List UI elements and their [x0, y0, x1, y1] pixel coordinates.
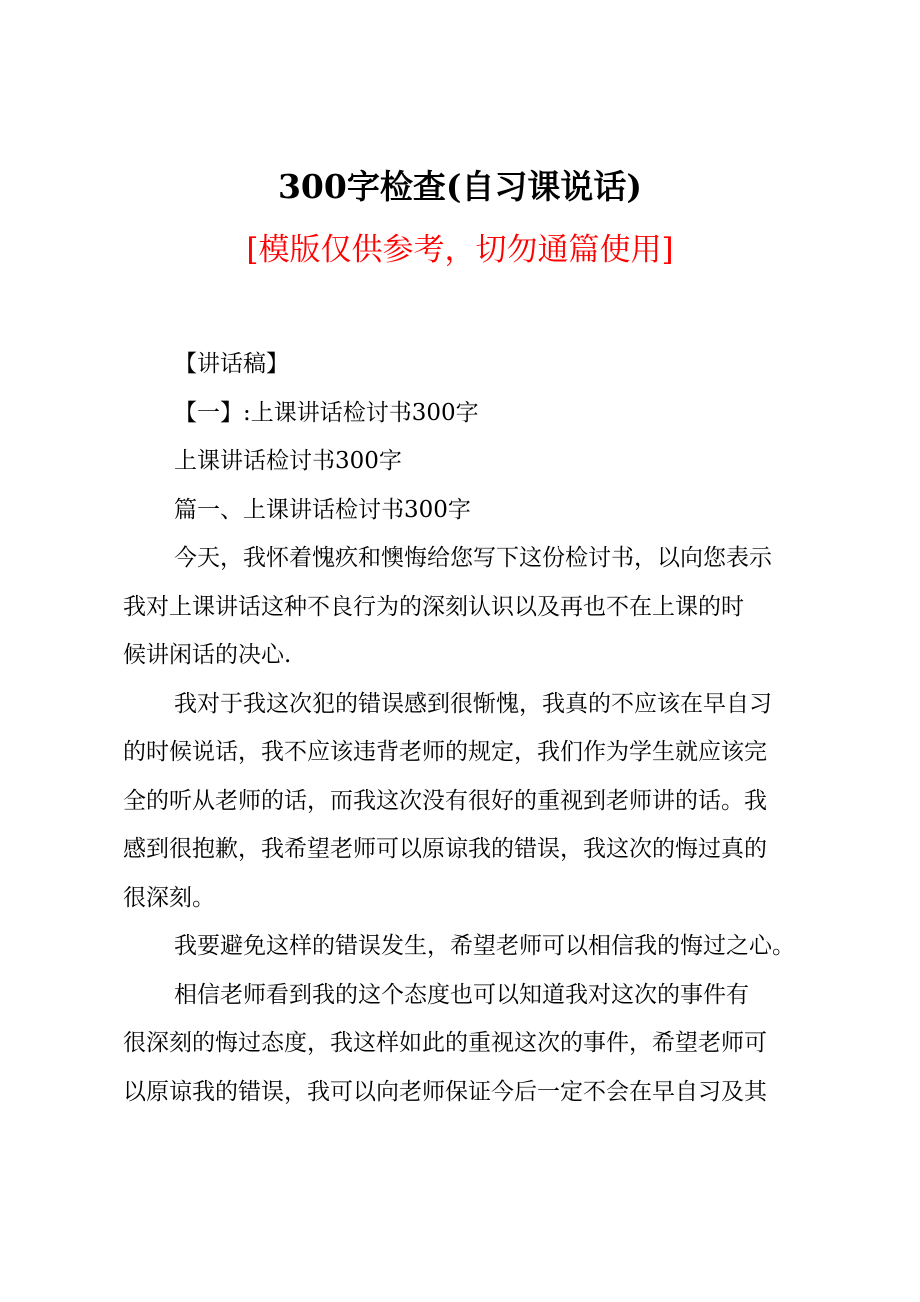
- text-line: 的时候说话，我不应该违背老师的规定，我们作为学生就应该完: [123, 739, 767, 765]
- text-line: 今天，我怀着愧疚和懊悔给您写下这份检讨书，以向您表示: [174, 545, 772, 571]
- text-line: 很深刻的悔过态度，我这样如此的重视这次的事件，希望老师可: [123, 1030, 767, 1056]
- text-line: 以原谅我的错误，我可以向老师保证今后一定不会在早自习及其: [123, 1078, 767, 1105]
- text-line: 感到很抱歉，我希望老师可以原谅我的错误，我这次的悔过真的: [123, 836, 767, 862]
- text-line: 我要避免这样的错误发生，希望老师可以相信我的悔过之心。: [174, 933, 795, 959]
- text-line: 候讲闲话的决心.: [123, 642, 292, 668]
- text-line: 【讲话稿】: [174, 351, 289, 377]
- text-line: 很深刻。: [123, 884, 215, 911]
- text-line: 全的听从老师的话，而我这次没有很好的重视到老师讲的话。我: [123, 787, 767, 814]
- text-line: 我对上课讲话这种不良行为的深刻认识以及再也不在上课的时: [123, 593, 744, 620]
- document-body: [123, 340, 813, 1116]
- text-line: 【一】:上课讲话检讨书300字: [174, 399, 479, 426]
- text-line: 我对于我这次犯的错误感到很惭愧，我真的不应该在早自习: [174, 690, 772, 717]
- document-title: 300字检查(自习课说话): [277, 167, 643, 206]
- text-line: 篇一、上课讲话检讨书300字: [174, 496, 471, 523]
- text-line: 相信老师看到我的这个态度也可以知道我对这次的事件有: [174, 981, 749, 1008]
- template-disclaimer: [模版仅供参考，切勿通篇使用]: [246, 232, 674, 268]
- text-line: 上课讲话检讨书300字: [174, 448, 402, 474]
